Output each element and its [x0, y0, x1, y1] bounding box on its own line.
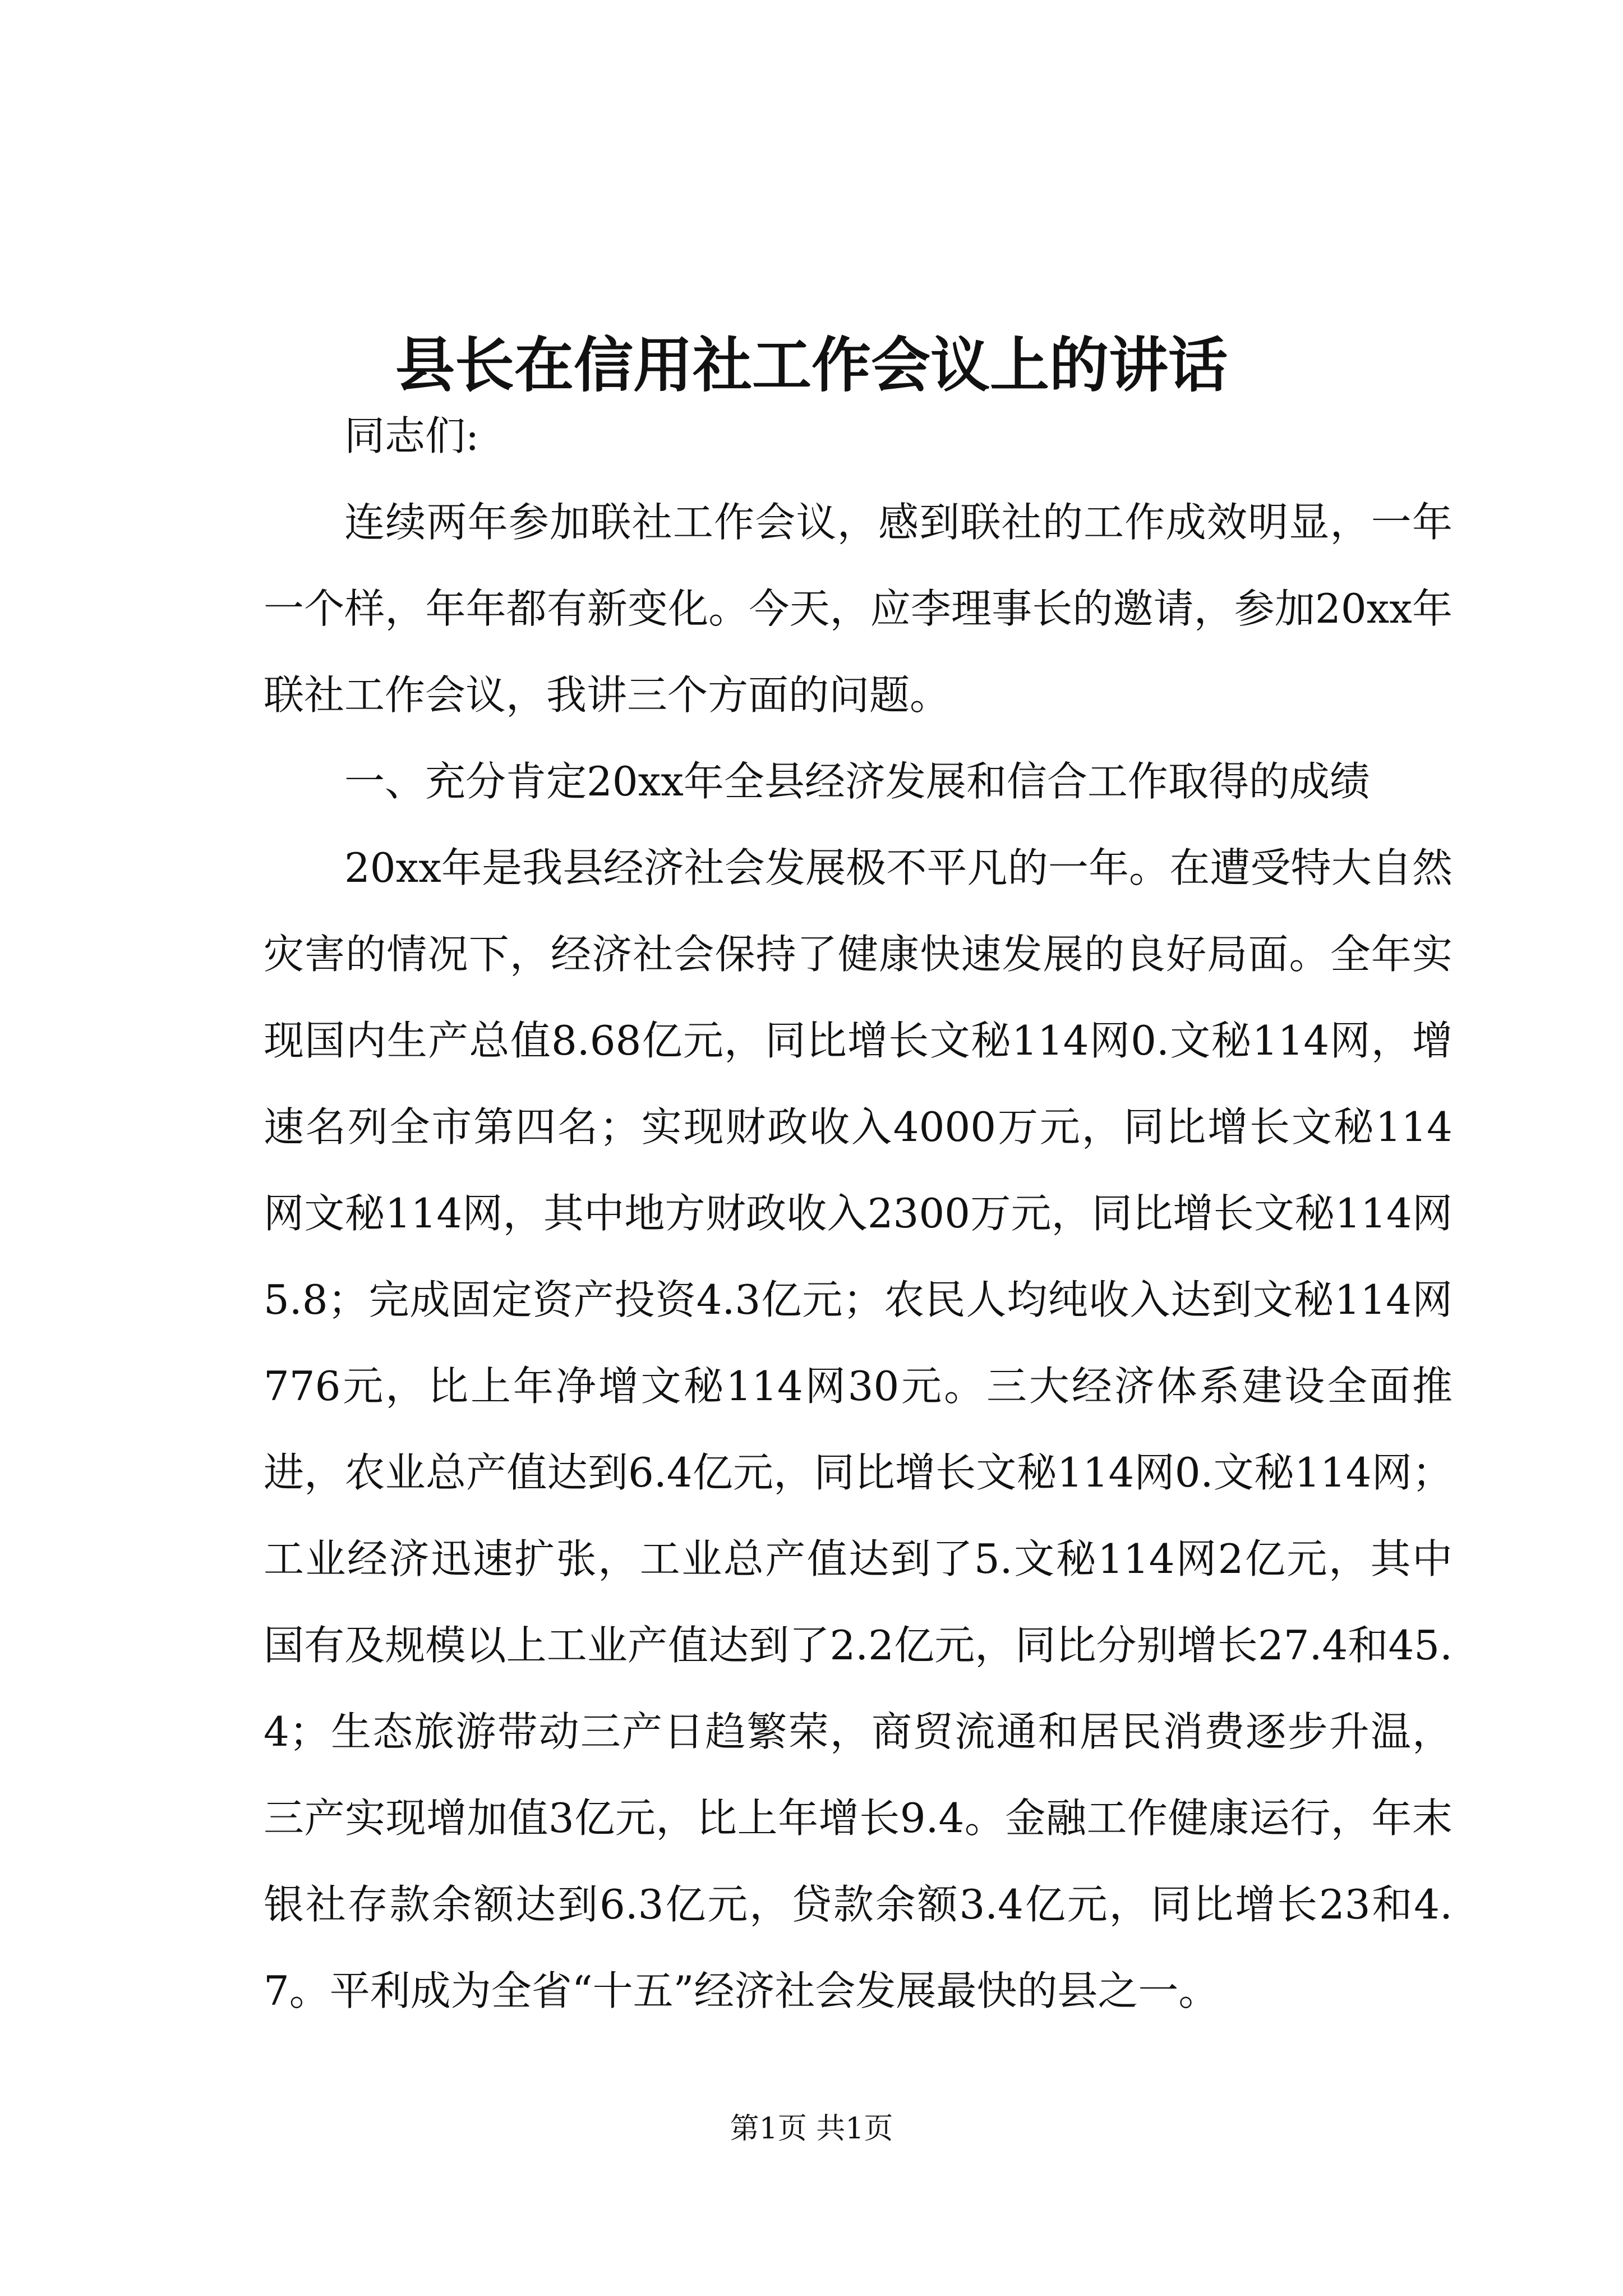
section-heading-1: 一、充分肯定20xx年全县经济发展和信合工作取得的成绩: [344, 758, 1370, 805]
page-number: 第1页 共1页: [730, 2112, 893, 2146]
paragraph-achievements: 20xx年是我县经济社会发展极不平凡的一年。在遭受特大自然灾害的情况下，经济社会保持了健康快速发展的良好局面。全年实现国内生产总值8.68亿元，同比增长文秘114网0.文秘114网，增速名列全市第四名；实现财政收入4000万元，同比增长文秘114网文秘114网，其中地方财政收入2300万元，同比增长文秘114网5.8；完成固定资产投资4.3亿元；农民人均纯收入达到文秘114网776元，比上年净增文秘114网30元。三大经济体系建设全面推进，农业总产值达到6.4亿元，同比增长文秘114网0.文秘114网；工业经济迅速扩张，工业总产值达到了5.文秘114网2亿元，其中国有及规模以上工业产值达到了2.2亿元，同比分别增长27.4和45.4；生态旅游带动三产日趋繁荣，商贸流通和居民消费逐步升温，三产实现增加值3亿元，比上年增长9.4。金融工作健康运行，年末银社存款余额达到6.3亿元，贷款余额3.4亿元，同比增长23和4.7。平利成为全省“十五”经济社会发展最快的县之一。: [264, 844, 1453, 2014]
greeting: 同志们:: [344, 412, 479, 459]
document-body: [264, 393, 1453, 2034]
document-title: 县长在信用社工作会议上的讲话: [395, 330, 1228, 401]
paragraph-intro: 连续两年参加联社工作会议，感到联社的工作成效明显，一年一个样，年年都有新变化。今天，应李理事长的邀请，参加20xx年联社工作会议，我讲三个方面的问题。: [264, 499, 1453, 719]
